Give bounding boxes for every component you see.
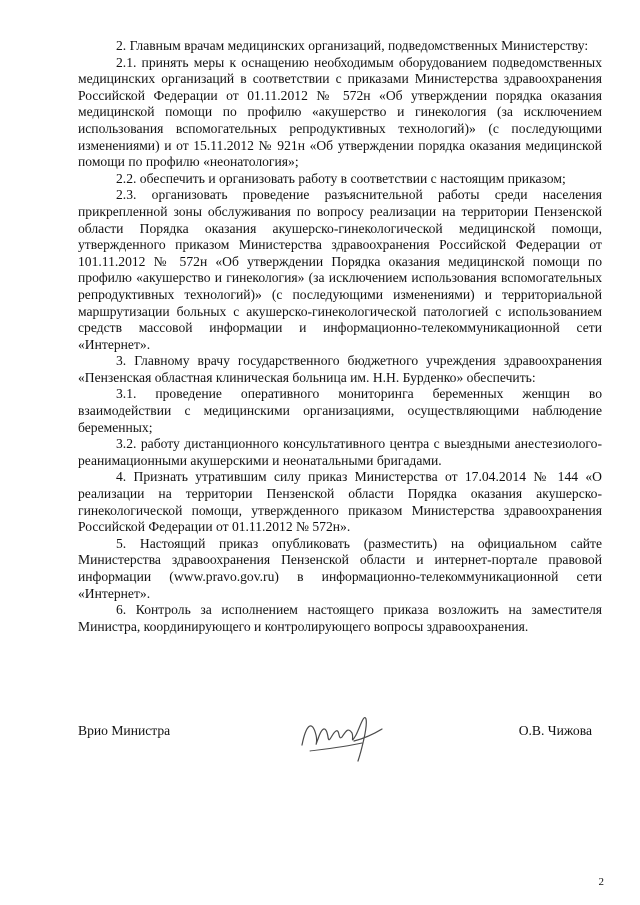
paragraph-3: 3. Главному врачу государственного бюджетного учреждения здравоохранения «Пензенская областная клиническая больница им. Н.Н. Бурденко» обеспечить:	[78, 353, 602, 385]
paragraph-3-2: 3.2. работу дистанционного консультативного центра с выездными анестезиолого-реанимационными акушерскими и неонатальными бригадами.	[78, 436, 602, 468]
signatory-name: О.В. Чижова	[518, 723, 592, 738]
paragraph-3-1: 3.1. проведение оперативного мониторинга беременных женщин во взаимодействии с медицинскими организациями, осуществляющими наблюдение беременных;	[78, 386, 602, 435]
handwritten-signature	[296, 705, 386, 765]
paragraph-2-3: 2.3. организовать проведение разъяснительной работы среди населения прикрепленной зоны обслуживания по вопросу реализации на территории Пензенской области Порядка оказания акушерско-гинекологической медицинской помощи, утвержденного приказом Министерства здравоохранения Российской Федерации от 101.11.2012 № 572н «Об утверждении Порядка оказания медицинской помощи по профилю «акушерство и гинекология» (за исключением использования вспомогательных репродуктивных технологий)» (с последующими изменениями) и территориальной маршрутизации больных с акушерско-гинекологической патологией с использованием средств массовой информации и информационно-телекоммуникационной сети «Интернет».	[78, 187, 602, 352]
paragraph-5: 5. Настоящий приказ опубликовать (разместить) на официальном сайте Министерства здравоохранения Пензенской области и интернет-портале правовой информации (www.pravo.gov.ru) в информационно-телекоммуникационной сети «Интернет».	[78, 535, 602, 601]
paragraph-2-1: 2.1. принять меры к оснащению необходимым оборудованием подведомственных медицинских организаций в соответствии с приказами Министерства здравоохранения Российской Федерации от 01.11.2012 № 572н «Об утверждении порядка оказания медицинской помощи по профилю «акушерство и гинекология (за исключением использования вспомогательных репродуктивных технологий)» (с последующими изменениями) и от 15.11.2012 № 921н «Об утверждении порядка оказания медицинской помощи по профилю «неонатология»;	[78, 54, 602, 170]
paragraph-2-2: 2.2. обеспечить и организовать работу в соответствии с настоящим приказом;	[116, 170, 566, 186]
signature-block	[78, 705, 602, 765]
paragraph-2: 2. Главным врачам медицинских организаций, подведомственных Министерству:	[116, 38, 589, 53]
paragraph-6: 6. Контроль за исполнением настоящего приказа возложить на заместителя Министра, координирующего и контролирующего вопросы здравоохранения.	[78, 602, 602, 634]
page-number: 2	[598, 876, 604, 888]
document-body	[78, 38, 602, 635]
paragraph-4: 4. Признать утратившим силу приказ Министерства от 17.04.2014 № 144 «О реализации на территории Пензенской области Порядка оказания акушерско-гинекологической помощи, утвержденного приказом Министерства здравоохранения Российской Федерации от 01.11.2012 № 572н».	[78, 469, 602, 535]
signatory-title: Врио Министра	[78, 723, 171, 738]
